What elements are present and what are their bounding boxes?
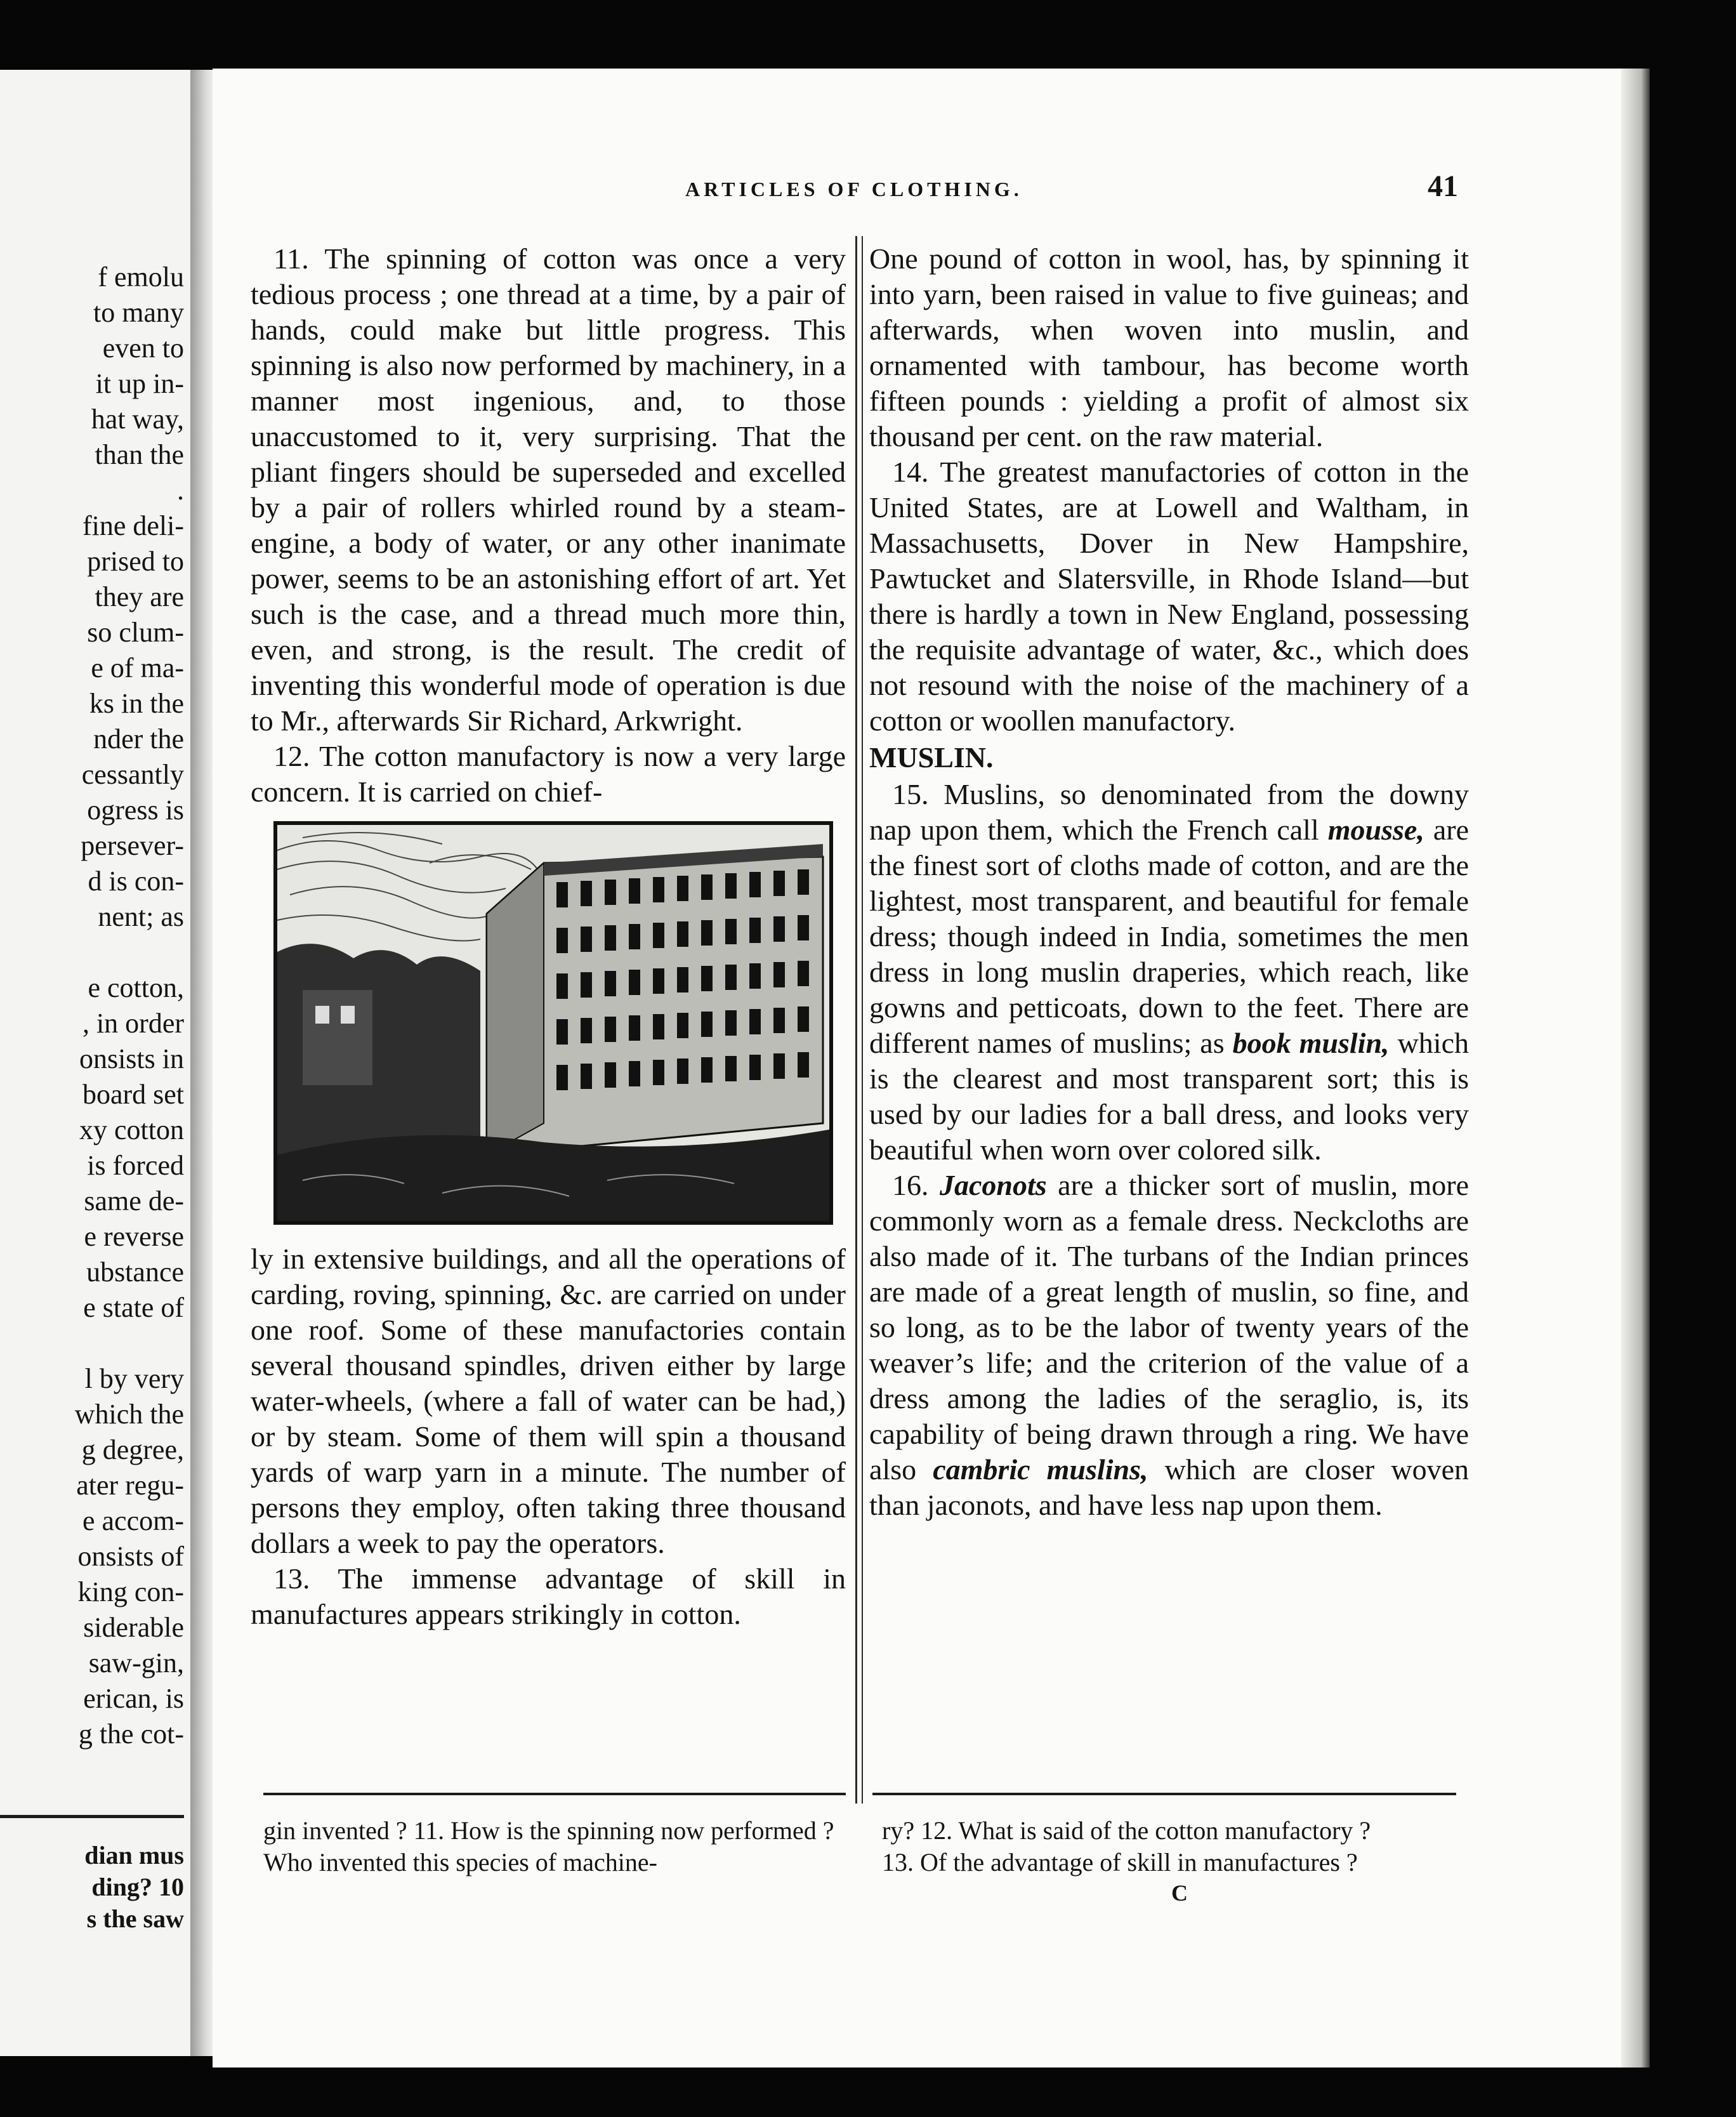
mill-window [653, 1060, 664, 1085]
column-divider [855, 236, 857, 1804]
mill-window [581, 927, 592, 952]
mill-window [725, 1010, 737, 1036]
facing-page-footnote-rule [0, 1815, 184, 1818]
mill-window [629, 1061, 640, 1086]
facing-page-line: e cotton, [88, 972, 184, 1003]
mill-window [581, 972, 592, 998]
mill-window [725, 965, 737, 990]
mill-window [677, 921, 688, 947]
facing-page-line: . [177, 475, 184, 506]
facing-page-line: e state of [83, 1292, 184, 1323]
mill-window [556, 1019, 568, 1045]
mill-window [701, 920, 713, 946]
footnote-right-2: 13. Of the advantage of skill in manufactures ? [882, 1848, 1358, 1876]
mill-window [677, 967, 688, 993]
mill-window [581, 1018, 592, 1043]
facing-page-line: f emolu [98, 261, 184, 293]
mill-window [556, 1065, 568, 1090]
paragraph-15: 15. Muslins, so denominated from the downy nap upon them, which the French call mousse, are the finest sort of cloths made of cotton, and are the lightest, most transparent, and beautiful for female dress; though indeed in India, sometimes the men dress in long muslin draperies, which reach, like gowns and petticoats, down to the feet. There are different names of muslins; as book muslin, which is the clearest and most transparent sort; this is used by our ladies for a ball dress, and looks very beautiful when worn over colored silk. [869, 778, 1469, 1166]
facing-page-line: ater regu- [76, 1470, 184, 1501]
mill-window [629, 1015, 640, 1041]
facing-page-line: onsists of [77, 1541, 184, 1572]
facing-page-footnote-line: ding? 10 [91, 1873, 184, 1901]
facing-page-line: l by very [84, 1363, 184, 1394]
cotton-mill-engraving [273, 821, 833, 1225]
facing-page-line: is forced [87, 1150, 184, 1181]
footnote-rule-left [263, 1793, 846, 1795]
mill-window [556, 973, 568, 999]
facing-page-line: e accom- [82, 1505, 184, 1536]
mill-window [798, 1052, 809, 1078]
facing-page-line: cessantly [81, 759, 184, 790]
mill-window [605, 971, 616, 996]
mill-window [653, 968, 664, 994]
mill-window [773, 916, 785, 942]
mill-window [773, 1008, 785, 1033]
section-heading-muslin: MUSLIN. [869, 741, 994, 774]
paragraph-12-start: 12. The cotton manufactory is now a very large concern. It is carried on chief- [251, 740, 846, 808]
facing-page-line: nent; as [98, 901, 184, 932]
mill-window [581, 1064, 592, 1089]
mill-window [749, 1055, 761, 1080]
paragraph-14: 14. The greatest manufactories of cotton in the United States, are at Lowell and Waltham, in Massachusetts, Dover in New Hampshire, Pawtucket and Slatersville, in Rhode Island—but there is hardly a town in New England, possessing the requisite advantage of water, &c., which does not resound with the noise of the machinery of a cotton or woollen manufactory. [869, 456, 1469, 737]
mill-window [701, 1057, 713, 1083]
mill-window [677, 1058, 688, 1084]
mill-window [677, 876, 688, 901]
facing-page-line: saw-gin, [88, 1647, 184, 1678]
facing-page-line: fine deli- [82, 510, 184, 541]
facing-page-line: it up in- [95, 368, 184, 399]
mill-window [798, 1006, 809, 1032]
facing-page-line: ks in the [89, 688, 184, 719]
facing-page-line: ogress is [87, 795, 184, 826]
mill-window [605, 925, 616, 951]
mill-window [773, 871, 785, 896]
facing-page-footnote-line: dian mus [84, 1841, 184, 1870]
page-number: 41 [1428, 169, 1458, 203]
facing-page-line: , in order [82, 1008, 184, 1039]
facing-page-line: ubstance [86, 1256, 184, 1288]
paragraph-13-continued: One pound of cotton in wool, has, by spinning it into yarn, been raised in value to five guineas; and afterwards, when woven into muslin, and ornamented with tambour, has become worth fifteen pounds : yielding a profit of almost six thousand per cent. on the raw material. [869, 242, 1469, 452]
mill-window [629, 878, 640, 904]
paragraph-16: 16. Jaconots are a thicker sort of muslin, more commonly worn as a female dress. Neckcloths are also made of it. The turbans of the Indian princes are made of a great length of muslin, so fine, and so long, as to be the labor of twenty years of the weaver’s life; and the criterion of the value of a dress among the ladies of the seraglio, is, its capability of being drawn through a ring. We have also cambric muslins, which are closer woven than jaconots, and have less nap upon them. [869, 1169, 1470, 1521]
signature-mark: C [1171, 1880, 1188, 1906]
paragraph-11: 11. The spinning of cotton was once a very tedious process ; one thread at a time, by a pair of hands, could make but little progress. This spinning is also now performed by machinery, in a manner most ingenious, and, to those unaccustomed to it, very surprising. That the pliant fingers should be superseded and excelled by a pair of rollers whirled round by a steam-engine, a body of water, or any other inanimate power, seems to be an astonishing effort of art. Yet such is the case, and a thread much more thin, even, and strong, is the result. The credit of inventing this wonderful mode of operation is due to Mr., afterwards Sir Richard, Arkwright. [251, 242, 846, 737]
facing-page-line: prised to [87, 546, 184, 577]
facing-page-line: e reverse [84, 1221, 184, 1252]
facing-page-fragment [0, 70, 199, 2056]
mill-window [629, 970, 640, 995]
mill-window [581, 881, 592, 906]
paragraph-13: 13. The immense advantage of skill in manufactures appears strikingly in cotton. [251, 1562, 846, 1630]
mill-window [605, 880, 616, 905]
facing-page-line: onsists in [79, 1043, 184, 1074]
mill-window [749, 1009, 761, 1034]
facing-page-line: even to [102, 333, 184, 364]
mill-window [749, 963, 761, 989]
facing-page-line: than the [95, 439, 184, 470]
mill-window [773, 1053, 785, 1079]
mill-window [629, 924, 640, 949]
mill-window [725, 873, 737, 899]
facing-page-line: board set [82, 1079, 184, 1110]
facing-page-line: d is con- [88, 866, 184, 897]
mill-window [798, 961, 809, 986]
mill-window [701, 966, 713, 991]
mill-window [653, 1014, 664, 1039]
mill-illustration [277, 825, 829, 1221]
facing-page-line: erican, is [83, 1683, 184, 1714]
mill-window [605, 1017, 616, 1042]
left-column [251, 241, 846, 1632]
facing-page-line: so clum- [87, 617, 184, 648]
facing-page-line: hat way, [91, 404, 184, 435]
facing-page-line: nder the [93, 723, 184, 755]
footnote-left: gin invented ? 11. How is the spinning now performed ? Who invented this species of machine- [263, 1816, 834, 1876]
mill-window [653, 877, 664, 902]
facing-page-line: king con- [77, 1576, 184, 1607]
facing-page-line: siderable [83, 1612, 184, 1643]
mill-window [677, 1013, 688, 1038]
mill-window [798, 915, 809, 940]
facing-page-line: g degree, [81, 1434, 184, 1465]
facing-page-line: persever- [81, 830, 184, 861]
mill-window [605, 1062, 616, 1088]
mill-window [749, 918, 761, 943]
facing-page-line: they are [95, 581, 184, 612]
mill-window [556, 928, 568, 953]
mill-window [556, 882, 568, 907]
column-divider-inner [862, 236, 863, 1804]
facing-page-footnote-line: s the saw [86, 1904, 184, 1933]
paragraph-12-continued: ly in extensive buildings, and all the operations of carding, roving, spinning, &c. are carried on under one roof. Some of these manufactories contain several thousand spindles, driven either by large water-wheels, (where a fall of water can be had,) or by steam. Some of them will spin a thousand yards of warp yarn in a minute. The number of persons they employ, often taking three thousand dollars a week to pay the operators. [251, 1243, 846, 1559]
facing-page-line: to many [93, 297, 184, 328]
facing-page-line: g the cot- [78, 1718, 184, 1750]
mill-window [701, 1012, 713, 1037]
facing-page-line: xy cotton [79, 1114, 184, 1145]
facing-page-line: which the [74, 1399, 184, 1430]
page-edge [1621, 69, 1650, 2068]
mill-window [798, 869, 809, 895]
book-gutter [190, 70, 216, 2056]
facing-page-line: e of ma- [91, 652, 184, 683]
mill-window [725, 1056, 737, 1081]
mill-window [653, 923, 664, 948]
mill-window [725, 919, 737, 944]
facing-page-line: same de- [84, 1185, 184, 1217]
running-head: ARTICLES OF CLOTHING. [685, 178, 1023, 201]
mill-window [701, 874, 713, 900]
footnote-rule-right [872, 1793, 1456, 1795]
footnote-right-1: ry? 12. What is said of the cotton manufactory ? [882, 1816, 1371, 1845]
mill-window [773, 962, 785, 987]
right-column [869, 241, 1469, 1523]
mill-window [749, 872, 761, 897]
